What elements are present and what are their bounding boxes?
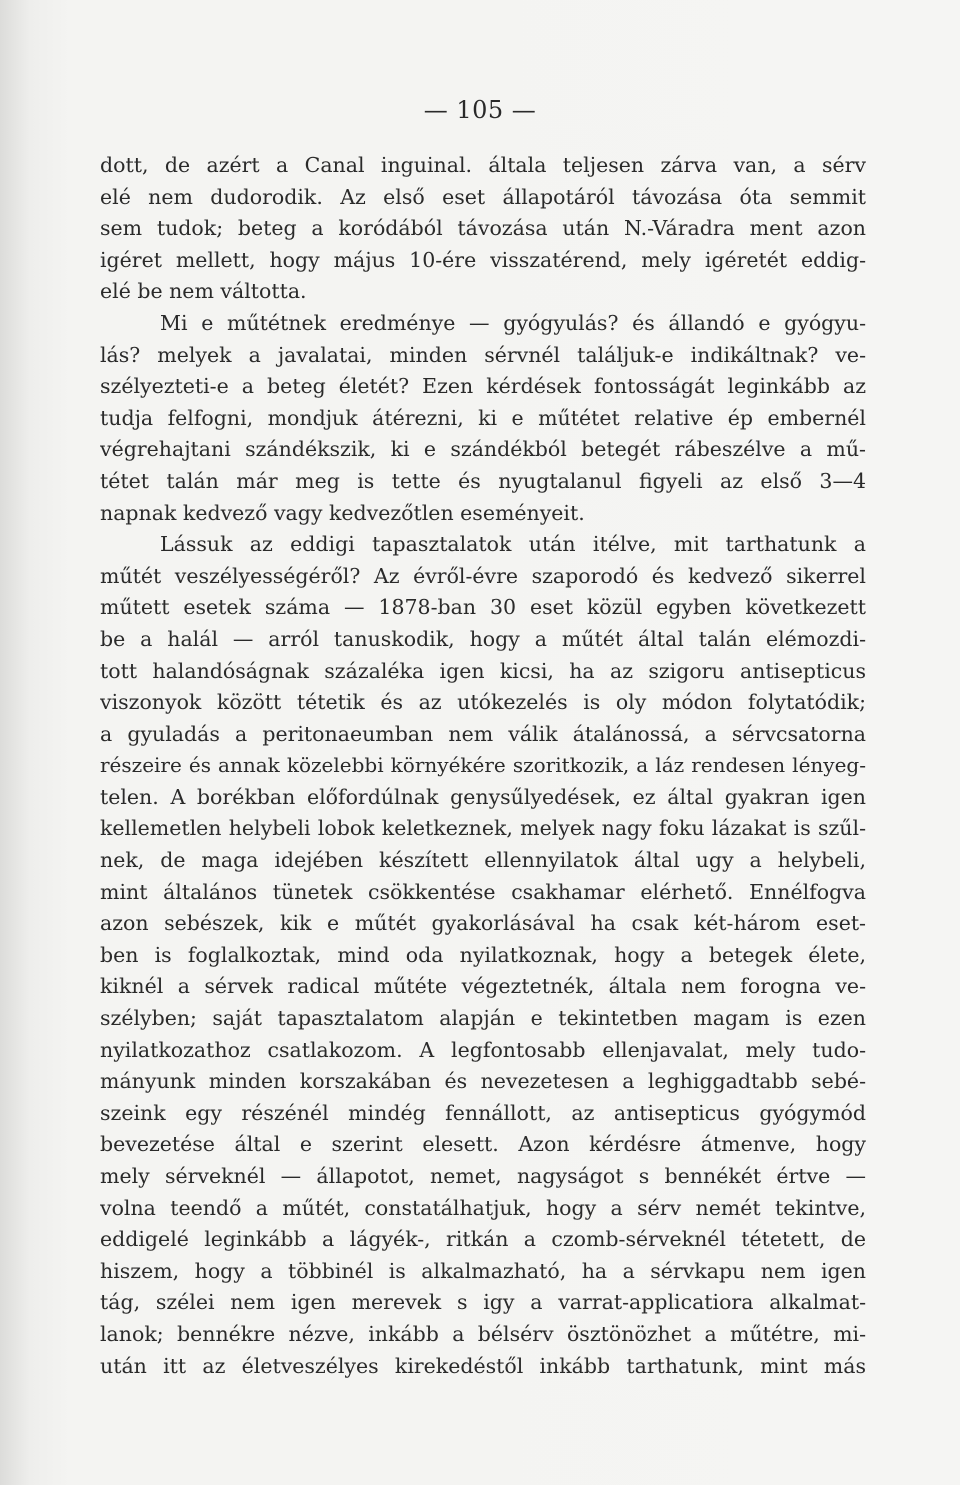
text-line: a gyuladás a peritonaeumban nem válik átalánossá, a sérvcsatorna: [100, 721, 866, 746]
text-line: elé be nem váltotta.: [100, 279, 307, 304]
text-line: szélyezteti-e a beteg életét? Ezen kérdések fontosságát leginkább az: [100, 374, 866, 399]
text-line: részeire és annak közelebbi környékére szoritkozik, a láz rendesen lényeg-: [100, 753, 866, 778]
text-line: lás? melyek a javalatai, minden sérvnél találjuk-e indikáltnak? ve-: [100, 342, 866, 367]
text-line: tott halandóságnak százaléka igen kicsi, ha az szigoru antisepticus: [100, 658, 866, 683]
text-line: sem tudok; beteg a koródából távozása után N.-Váradra ment azon: [100, 216, 866, 241]
text-line: tétet talán már meg is tette és nyugtalanul figyeli az első 3—4: [100, 468, 866, 493]
text-line: dott, de azért a Canal inguinal. általa teljesen zárva van, a sérv: [100, 153, 866, 177]
text-line: bevezetése által e szerint elesett. Azon kérdésre átmenve, hogy: [100, 1132, 866, 1157]
text-line: lanok; bennékre nézve, inkább a bélsérv ösztönözhet a műtétre, mi-: [100, 1321, 866, 1346]
text-line: viszonyok között tétetik és az utókezelés is oly módon folytatódik;: [100, 690, 866, 715]
text-line: tudja felfogni, mondjuk átérezni, ki e műtétet relative ép embernél: [100, 405, 866, 430]
text-line: eddigelé leginkább a lágyék-, ritkán a czomb-sérveknél tétetett, de: [100, 1227, 866, 1252]
text-line: mely sérveknél — állapotot, nemet, nagyságot s bennékét értve —: [100, 1164, 866, 1188]
page-number: — 105 —: [423, 96, 537, 124]
text-line: kellemetlen helybeli lobok keletkeznek, melyek nagy foku lázakat is szűl-: [100, 816, 866, 841]
text-line: műtét veszélyességéről? Az évről-évre szaporodó és kedvező sikerrel: [100, 563, 866, 588]
text-line: volna teendő a műtét, constatálhatjuk, hogy a sérv nemét tekintve,: [100, 1195, 866, 1220]
text-line: Mi e műtétnek eredménye — gyógyulás? és állandó e gyógyu-: [160, 310, 866, 335]
text-line: végrehajtani szándékszik, ki e szándékból betegét rábeszélve a mű-: [100, 437, 866, 462]
text-line: nyilatkozathoz csatlakozom. A legfontosabb ellenjavalat, mely tudo-: [100, 1037, 866, 1062]
text-line: szeink egy részénél mindég fennállott, az antisepticus gyógymód: [100, 1100, 866, 1125]
text-line: azon sebészek, kik e műtét gyakorlásával ha csak két-három eset-: [100, 911, 866, 936]
text-line: után itt az életveszélyes kirekedéstől inkább tarthatunk, mint más: [100, 1353, 866, 1378]
text-line: be a halál — arról tanuskodik, hogy a műtét által talán elémozdi-: [100, 626, 866, 651]
text-line: igéret mellett, hogy május 10-ére visszatérend, mely igéretét eddig-: [100, 247, 866, 272]
text-line: tág, szélei nem igen merevek s igy a varrat-applicatiora alkalmat-: [100, 1290, 866, 1315]
text-line: elé nem dudorodik. Az első eset állapotáról távozása óta semmit: [100, 184, 866, 209]
text-line: szélyben; saját tapasztalatom alapján e tekintetben magam is ezen: [100, 1006, 866, 1031]
text-line: műtett esetek száma — 1878-ban 30 eset közül egyben következett: [100, 595, 866, 620]
text-line: Lássuk az eddigi tapasztalatok után itélve, mit tarthatunk a: [160, 532, 866, 557]
text-line: telen. A borékban előfordúlnak genysűlyedések, ez által gyakran igen: [100, 784, 866, 809]
text-line: nek, de maga idejében készített ellennyilatok által ugy a helybeli,: [100, 848, 866, 873]
text-line: mint általános tünetek csökkentése csakhamar elérhető. Ennélfogva: [100, 879, 866, 904]
body-text: [100, 150, 866, 1382]
text-line: mányunk minden korszakában és nevezetesen a leghiggadtabb sebé-: [100, 1069, 866, 1094]
text-line: ben is foglalkoztak, mind oda nyilatkoznak, hogy a betegek élete,: [100, 942, 866, 967]
text-line: hiszem, hogy a többinél is alkalmazható, ha a sérvkapu nem igen: [100, 1258, 866, 1283]
text-line: napnak kedvező vagy kedvezőtlen eseményeit.: [100, 500, 585, 525]
text-line: kiknél a sérvek radical műtéte végeztetnék, általa nem forogna ve-: [100, 974, 866, 999]
